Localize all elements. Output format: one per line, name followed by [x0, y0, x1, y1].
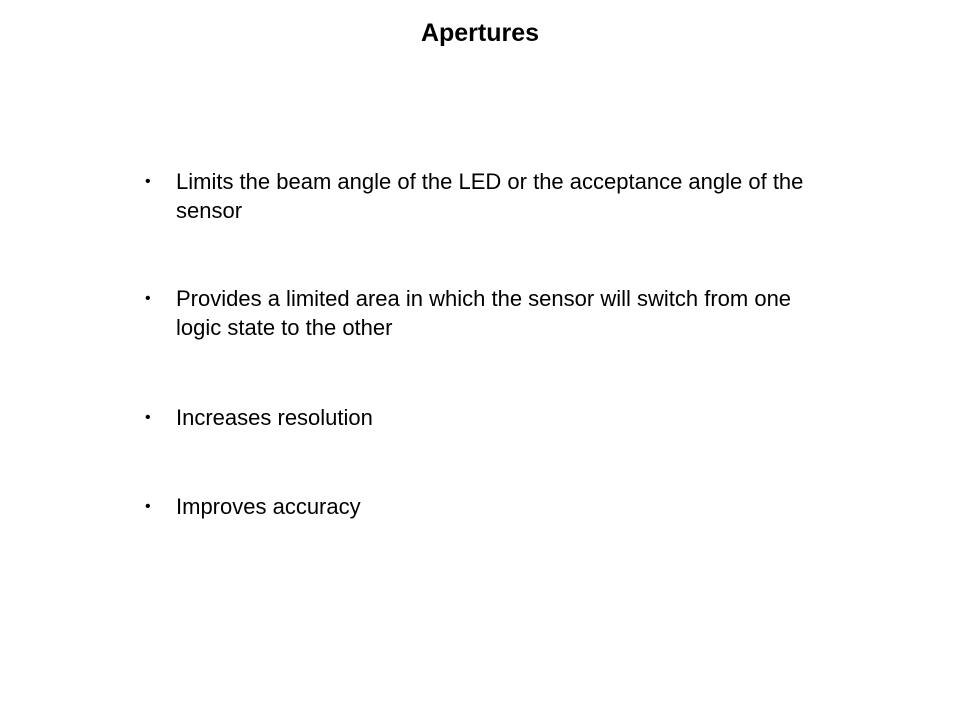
bullet-item — [145, 167, 825, 225]
bullet-item — [145, 284, 825, 342]
bullet-marker: • — [145, 290, 151, 307]
slide-title: Apertures — [420, 19, 540, 47]
bullet-marker: • — [145, 173, 151, 190]
bullet-text: Limits the beam angle of the LED or the acceptance angle of the sensor — [176, 169, 804, 223]
bullet-marker: • — [145, 498, 151, 515]
bullet-item — [145, 403, 825, 432]
bullet-marker: • — [145, 409, 151, 426]
bullet-text: Improves accuracy — [176, 494, 361, 519]
bullet-text: Increases resolution — [176, 405, 373, 430]
bullet-text: Provides a limited area in which the sensor will switch from one logic state to the other — [176, 286, 792, 340]
bullet-item — [145, 492, 825, 521]
